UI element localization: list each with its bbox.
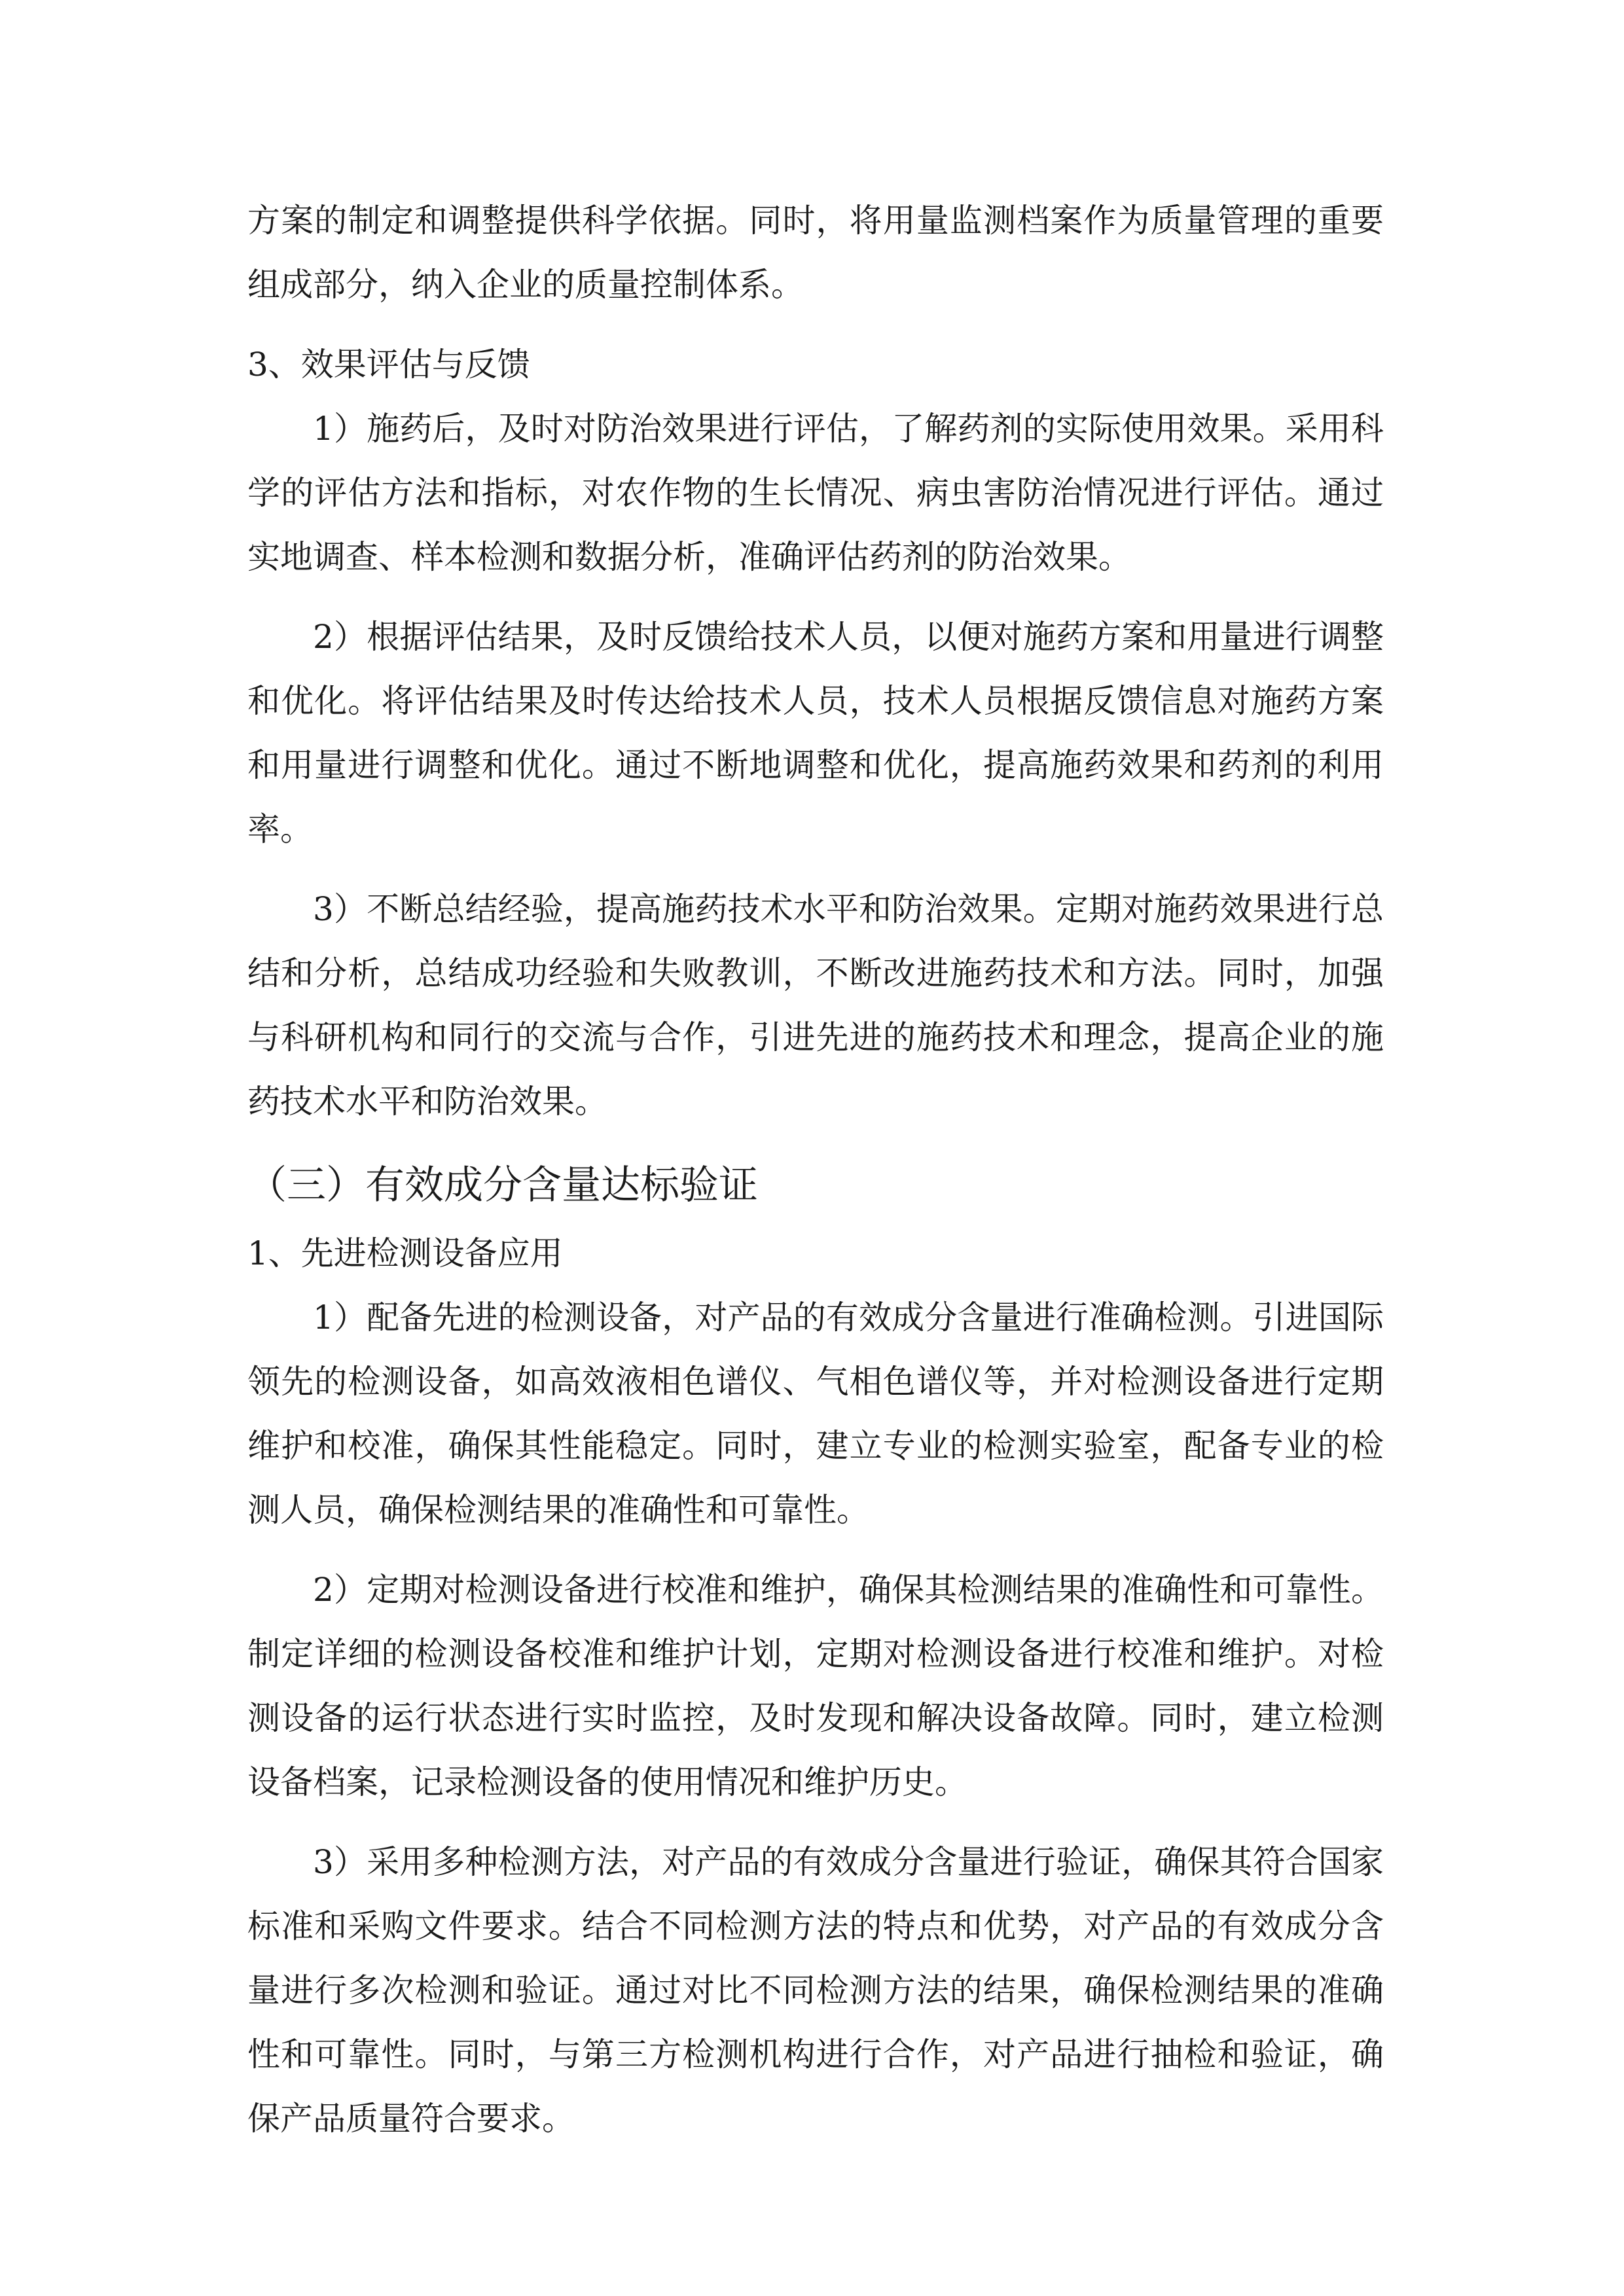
subsection-title-detection-equipment: 1、先进检测设备应用	[247, 1234, 563, 1272]
paragraph-item-2: 2）定期对检测设备进行校准和维护，确保其检测结果的准确性和可靠性。制定详细的检测设备校准和维护计划，定期对检测设备进行校准和维护。对检测设备的运行状态进行实时监控，及时发现和解决设备故障。同时，建立检测设备档案，记录检测设备的使用情况和维护历史。	[247, 1571, 1384, 1801]
paragraph-item-1: 1）配备先进的检测设备，对产品的有效成分含量进行准确检测。引进国际领先的检测设备，如高效液相色谱仪、气相色谱仪等，并对检测设备进行定期维护和校准，确保其性能稳定。同时，建立专业的检测实验室，配备专业的检测人员，确保检测结果的准确性和可靠性。	[247, 1299, 1384, 1529]
paragraph-item-3: 3）不断总结经验，提高施药技术水平和防治效果。定期对施药效果进行总结和分析，总结成功经验和失败教训，不断改进施药技术和方法。同时，加强与科研机构和同行的交流与合作，引进先进的施药技术和理念，提高企业的施药技术水平和防治效果。	[247, 890, 1384, 1121]
section-heading: （三）有效成分含量达标验证	[247, 1162, 758, 1208]
subsection-title-effect-evaluation: 3、效果评估与反馈	[247, 346, 530, 384]
document-page	[247, 188, 1384, 2166]
paragraph-continuation: 方案的制定和调整提供科学依据。同时，将用量监测档案作为质量管理的重要组成部分，纳入企业的质量控制体系。	[247, 202, 1384, 304]
paragraph-item-1: 1）施药后，及时对防治效果进行评估，了解药剂的实际使用效果。采用科学的评估方法和指标，对农作物的生长情况、病虫害防治情况进行评估。通过实地调查、样本检测和数据分析，准确评估药剂的防治效果。	[247, 410, 1384, 576]
paragraph-item-3: 3）采用多种检测方法，对产品的有效成分含量进行验证，确保其符合国家标准和采购文件要求。结合不同检测方法的特点和优势，对产品的有效成分含量进行多次检测和验证。通过对比不同检测方法的结果，确保检测结果的准确性和可靠性。同时，与第三方检测机构进行合作，对产品进行抽检和验证，确保产品质量符合要求。	[247, 1843, 1384, 2138]
paragraph-item-2: 2）根据评估结果，及时反馈给技术人员，以便对施药方案和用量进行调整和优化。将评估结果及时传达给技术人员，技术人员根据反馈信息对施药方案和用量进行调整和优化。通过不断地调整和优化，提高施药效果和药剂的利用率。	[247, 618, 1384, 848]
